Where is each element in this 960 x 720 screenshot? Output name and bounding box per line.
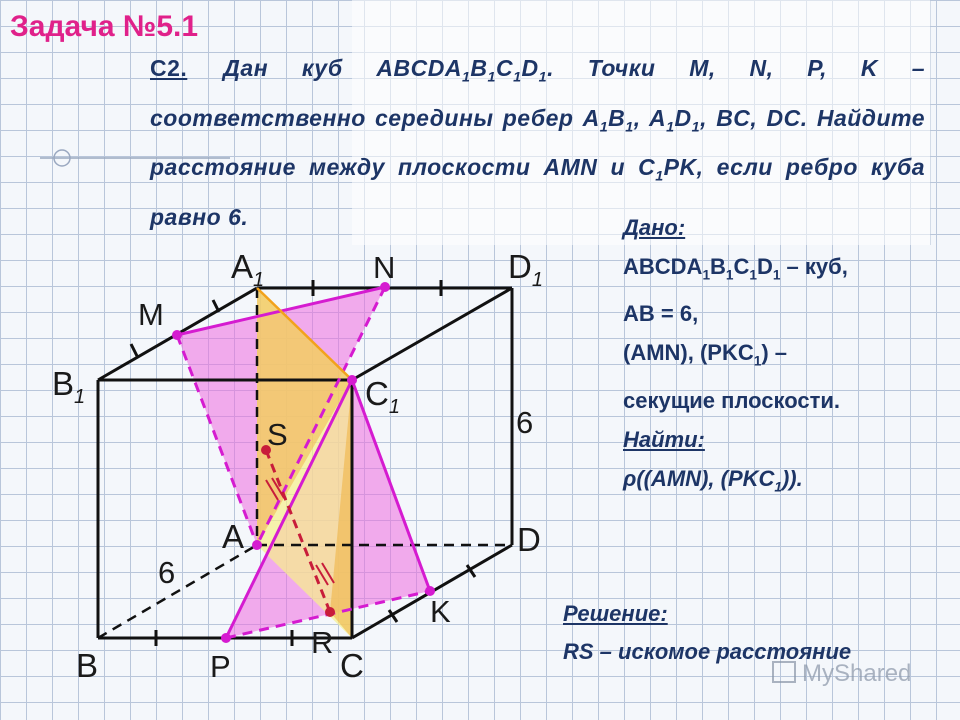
- sub-1: 1: [625, 119, 634, 136]
- point-r: [325, 607, 335, 617]
- label-six-right: 6: [516, 405, 534, 440]
- problem-text-6: B: [608, 104, 626, 131]
- given-text: B: [710, 254, 726, 279]
- label-s: S: [267, 417, 288, 452]
- label-b1-main: B: [52, 365, 75, 402]
- label-n: N: [373, 250, 396, 285]
- label-p: P: [210, 649, 231, 684]
- problem-text-2: B: [470, 55, 488, 81]
- given-line-secant: секущие плоскости.: [623, 387, 841, 413]
- sub-1: 1: [774, 479, 782, 495]
- point-p: [221, 633, 231, 643]
- given-header: Дано:: [623, 215, 686, 240]
- problem-code: С2.: [150, 55, 188, 81]
- point-a: [252, 540, 262, 550]
- sub-1: 1: [655, 168, 664, 185]
- point-c1: [347, 375, 357, 385]
- label-b1: [52, 365, 85, 408]
- sub-1: 1: [538, 69, 548, 86]
- watermark-text: MyShared: [802, 660, 912, 687]
- problem-text-9: , BC, DC. Найдите расстояние между плоскости AMN и C: [150, 104, 925, 181]
- label-d1: [508, 248, 543, 291]
- label-c1-main: C: [365, 375, 389, 412]
- given-text: – куб,: [780, 254, 848, 279]
- problem-text-1: Дан куб ABCDA: [223, 55, 462, 81]
- given-text: C: [733, 254, 750, 279]
- label-sub: 1: [531, 269, 543, 291]
- given-line-ab: AB = 6,: [623, 301, 699, 327]
- solution-text: RS – искомое расстояние: [563, 639, 852, 664]
- sub-1: 1: [599, 119, 609, 136]
- problem-text-4: D: [521, 55, 539, 81]
- tick: [131, 344, 137, 356]
- label-a1: [231, 248, 264, 291]
- label-d1-main: D: [508, 248, 532, 285]
- sub-1: 1: [702, 267, 711, 283]
- sub-1: 1: [691, 119, 701, 136]
- label-six-left: 6: [158, 555, 176, 590]
- given-text: ) –: [761, 340, 788, 366]
- label-r: R: [311, 625, 334, 660]
- sub-1: 1: [725, 267, 734, 283]
- problem-text-10: PK, если ребро куба равно 6.: [150, 154, 926, 230]
- given-text: ρ((AMN), (PKC: [623, 465, 775, 491]
- sub-1: 1: [513, 69, 522, 86]
- label-m: M: [138, 297, 164, 332]
- find-header: Найти:: [623, 426, 705, 452]
- label-k: K: [430, 594, 451, 629]
- sub-1: 1: [487, 69, 496, 86]
- sub-1: 1: [666, 119, 675, 136]
- task-title: Задача №5.1: [10, 10, 199, 43]
- sub-1: 1: [461, 69, 471, 86]
- given-text: )).: [781, 465, 803, 491]
- label-d: D: [517, 521, 541, 558]
- sub-1: 1: [749, 267, 757, 283]
- given-text: D: [756, 254, 773, 279]
- point-m: [172, 330, 182, 340]
- given-text: ABCDA: [623, 254, 703, 279]
- label-a: A: [222, 518, 245, 555]
- label-b: B: [76, 647, 99, 684]
- problem-text-5: . Точки M, N, P, K – соответственно середины ребер A: [150, 55, 925, 131]
- label-c: C: [340, 647, 364, 684]
- problem-text-3: C: [495, 55, 514, 81]
- label-c1: [365, 375, 400, 418]
- label-a1-main: A: [231, 248, 254, 285]
- label-sub: 1: [253, 269, 265, 291]
- problem-text-8: D: [674, 104, 692, 131]
- problem-text-7: , A: [633, 104, 667, 131]
- sub-1: 1: [772, 267, 781, 283]
- label-sub: 1: [388, 396, 400, 418]
- sub-1: 1: [753, 353, 762, 369]
- label-sub: 1: [74, 386, 86, 408]
- given-text: (AMN), (PKC: [623, 340, 754, 366]
- solution-header: Решение:: [563, 601, 668, 626]
